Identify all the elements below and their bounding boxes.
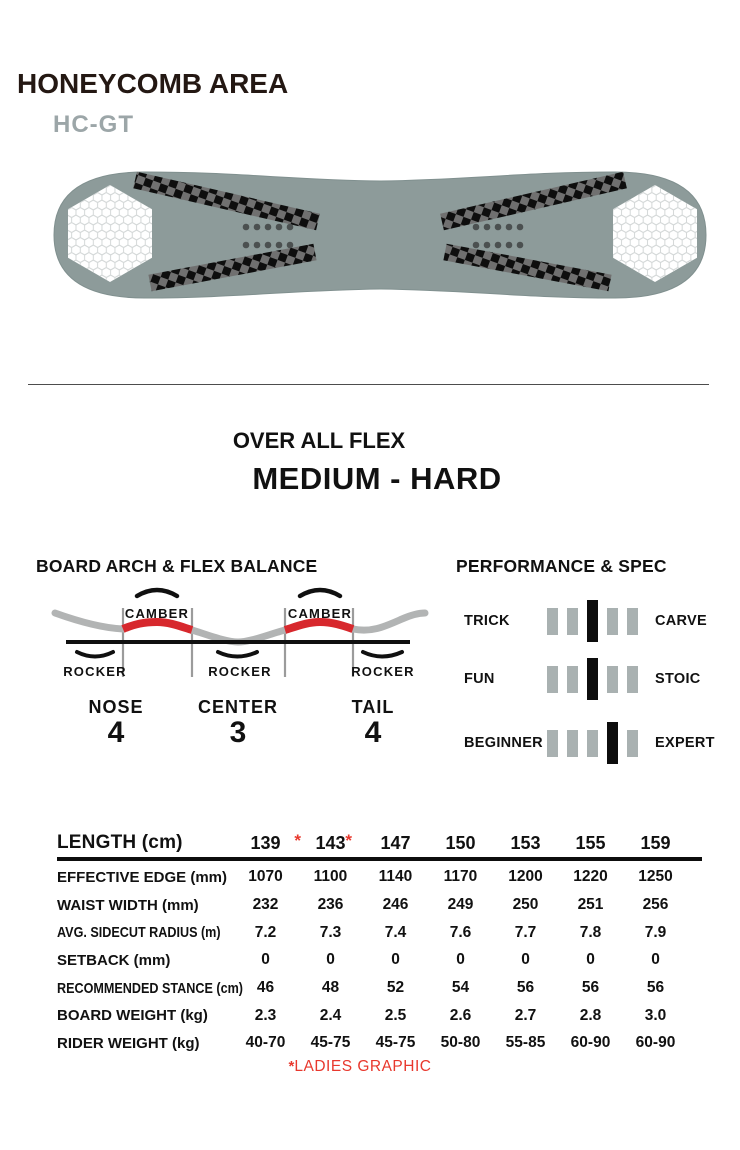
scale-bar bbox=[547, 666, 558, 693]
overall-flex-value: MEDIUM - HARD bbox=[252, 461, 502, 496]
spec-cell: 250 bbox=[512, 896, 539, 914]
spec-row bbox=[57, 1002, 702, 1030]
page-title: HONEYCOMB AREA bbox=[17, 68, 289, 99]
scale-bar bbox=[567, 730, 578, 757]
spec-row-label: RIDER WEIGHT (kg) bbox=[57, 1034, 200, 1052]
spec-cell: 256 bbox=[642, 896, 669, 914]
ladies-asterisk: * bbox=[294, 830, 301, 850]
spec-row-label: WAIST WIDTH (mm) bbox=[57, 896, 199, 914]
scale-bar bbox=[567, 608, 578, 635]
rocker-label-right: ROCKER bbox=[351, 664, 415, 679]
spec-table-header-label: LENGTH (cm) bbox=[57, 832, 183, 853]
board-graphic-svg bbox=[50, 160, 710, 310]
spec-row bbox=[57, 864, 702, 892]
spec-cell: 232 bbox=[252, 896, 279, 914]
performance-section-title: PERFORMANCE & SPEC bbox=[456, 556, 667, 576]
spec-cell: 0 bbox=[586, 951, 595, 969]
spec-cell: 2.8 bbox=[579, 1006, 602, 1024]
spec-table-header-row bbox=[57, 829, 702, 857]
spec-cell: 7.2 bbox=[254, 923, 277, 941]
board-graphic bbox=[50, 160, 710, 310]
performance-right-label: STOIC bbox=[655, 671, 701, 687]
spec-cell: 56 bbox=[581, 979, 600, 997]
spec-cell: 45-75 bbox=[310, 1034, 351, 1052]
spec-cell: 0 bbox=[391, 951, 400, 969]
spec-cell: 2.6 bbox=[449, 1006, 472, 1024]
model-name: HC-GT bbox=[53, 111, 134, 138]
spec-cell: 7.8 bbox=[579, 923, 602, 941]
zone-name-nose: NOSE bbox=[88, 697, 144, 717]
spec-row bbox=[57, 1030, 702, 1058]
spec-cell: 0 bbox=[261, 951, 270, 969]
performance-row bbox=[456, 721, 726, 765]
zone-rating-center: 3 bbox=[229, 716, 247, 749]
spec-cell: 60-90 bbox=[635, 1034, 676, 1052]
camber-label-tail: CAMBER bbox=[287, 606, 353, 621]
length-header-cell: 139 * bbox=[250, 830, 301, 853]
section-divider bbox=[28, 384, 709, 385]
spec-cell: 7.7 bbox=[514, 923, 537, 941]
scale-bar bbox=[547, 730, 558, 757]
zone-rating-nose: 4 bbox=[107, 716, 125, 749]
spec-cell: 1250 bbox=[638, 868, 673, 886]
spec-cell: 7.9 bbox=[644, 923, 667, 941]
spec-cell: 2.4 bbox=[319, 1006, 342, 1024]
ladies-graphic-footnote bbox=[289, 1058, 432, 1076]
zone-rating-tail: 4 bbox=[364, 716, 382, 749]
scale-marker-bar bbox=[587, 658, 598, 700]
performance-left-label: BEGINNER bbox=[464, 735, 543, 751]
spec-cell: 7.4 bbox=[384, 923, 407, 941]
scale-marker-bar bbox=[607, 722, 618, 764]
spec-cell: 0 bbox=[521, 951, 530, 969]
spec-cell: 0 bbox=[651, 951, 660, 969]
board-arch-svg bbox=[30, 582, 450, 762]
spec-cell: 1170 bbox=[443, 868, 478, 886]
spec-cell: 55-85 bbox=[505, 1034, 546, 1052]
camber-highlight-nose bbox=[123, 622, 192, 630]
rocker-label-center: ROCKER bbox=[208, 664, 272, 679]
spec-cell: 7.3 bbox=[319, 923, 342, 941]
performance-left-label: TRICK bbox=[464, 613, 510, 629]
performance-right-label: EXPERT bbox=[655, 735, 715, 751]
performance-row bbox=[456, 599, 726, 643]
scale-bar bbox=[607, 608, 618, 635]
performance-scale-bars bbox=[547, 722, 638, 764]
spec-cell: 52 bbox=[386, 979, 405, 997]
spec-cell: 56 bbox=[516, 979, 535, 997]
scale-bar bbox=[587, 730, 598, 757]
performance-scale-bars bbox=[547, 658, 638, 700]
scale-bar bbox=[627, 730, 638, 757]
length-header-cell: 153 bbox=[510, 832, 541, 853]
spec-table-rows bbox=[57, 861, 702, 1058]
spec-row-label: BOARD WEIGHT (kg) bbox=[57, 1007, 208, 1025]
length-header-cell: 155 bbox=[575, 832, 606, 853]
length-header-cell: 147 bbox=[380, 832, 411, 853]
performance-scale-bars bbox=[547, 600, 638, 642]
spec-cell: 0 bbox=[326, 951, 335, 969]
performance-row bbox=[456, 657, 726, 701]
spec-cell: 40-70 bbox=[245, 1034, 286, 1052]
scale-bar bbox=[627, 666, 638, 693]
camber-arc-icons bbox=[137, 590, 340, 596]
spec-cell: 1100 bbox=[313, 868, 348, 886]
spec-cell: 1070 bbox=[248, 868, 283, 886]
spec-cell: 60-90 bbox=[570, 1034, 611, 1052]
spec-cell: 50-80 bbox=[440, 1034, 481, 1052]
length-header-cell: 159 bbox=[640, 832, 671, 853]
spec-row-label: EFFECTIVE EDGE (mm) bbox=[57, 868, 228, 886]
spec-cell: 1140 bbox=[378, 868, 413, 886]
spec-cell: 56 bbox=[646, 979, 665, 997]
spec-row-label: AVG. SIDECUT RADIUS (m) bbox=[57, 924, 221, 942]
spec-row-label: RECOMMENDED STANCE (cm) bbox=[57, 979, 243, 997]
camber-label-nose: CAMBER bbox=[124, 606, 190, 621]
footnote-asterisk: * bbox=[288, 1058, 295, 1075]
spec-table bbox=[57, 829, 702, 1057]
spec-cell: 48 bbox=[321, 979, 340, 997]
spec-cell: 1220 bbox=[573, 868, 608, 886]
rocker-label-left: ROCKER bbox=[63, 664, 127, 679]
overall-flex-label: OVER ALL FLEX bbox=[232, 428, 406, 453]
performance-left-label: FUN bbox=[464, 671, 495, 687]
spec-cell: 46 bbox=[256, 979, 275, 997]
scale-bar bbox=[547, 608, 558, 635]
scale-bar bbox=[627, 608, 638, 635]
spec-row bbox=[57, 891, 702, 919]
spec-cell: 249 bbox=[447, 896, 474, 914]
spec-cell: 2.7 bbox=[514, 1006, 537, 1024]
camber-highlight-tail bbox=[285, 622, 353, 630]
performance-right-label: CARVE bbox=[655, 613, 707, 629]
spec-row-label: SETBACK (mm) bbox=[57, 951, 171, 969]
arch-section-title: BOARD ARCH & FLEX BALANCE bbox=[36, 556, 318, 576]
board-arch-diagram bbox=[30, 582, 450, 762]
spec-cell: 2.5 bbox=[384, 1006, 407, 1024]
spec-cell: 3.0 bbox=[644, 1006, 667, 1024]
scale-bar bbox=[567, 666, 578, 693]
scale-marker-bar bbox=[587, 600, 598, 642]
spec-cell: 0 bbox=[456, 951, 465, 969]
spec-cell: 246 bbox=[382, 896, 409, 914]
spec-cell: 236 bbox=[317, 896, 344, 914]
spec-cell: 251 bbox=[577, 896, 604, 914]
spec-cell: 1200 bbox=[508, 868, 543, 886]
scale-bar bbox=[607, 666, 618, 693]
spec-cell: 45-75 bbox=[375, 1034, 416, 1052]
footnote-text: LADIES GRAPHIC bbox=[294, 1058, 432, 1075]
zone-name-center: CENTER bbox=[197, 697, 279, 717]
ladies-asterisk: * bbox=[345, 830, 352, 850]
length-header-cell: 143 * bbox=[315, 830, 352, 853]
spec-cell: 54 bbox=[451, 979, 470, 997]
spec-row bbox=[57, 919, 702, 947]
length-header-cell: 150 bbox=[445, 832, 476, 853]
spec-row bbox=[57, 974, 702, 1002]
board-profile-line bbox=[55, 613, 425, 642]
spec-row bbox=[57, 947, 702, 975]
spec-cell: 7.6 bbox=[449, 923, 472, 941]
zone-name-tail: TAIL bbox=[351, 697, 395, 717]
spec-cell: 2.3 bbox=[254, 1006, 277, 1024]
